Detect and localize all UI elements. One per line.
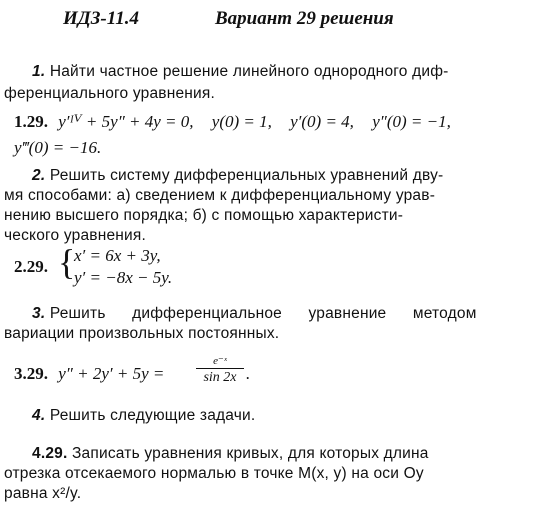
task-2-text-2: мя способами: а) сведением к дифференциальному урав- [4, 187, 436, 204]
problem-1-29-condition-1: y(0) = 1, [211, 112, 272, 131]
problem-2-29-eq-2 [74, 268, 172, 288]
problem-1-29-equation: y′ᴵⱽ + 5y″ + 4y = 0, [58, 112, 194, 131]
problem-4-29-text-1: Записать уравнения кривых, для которых длина [72, 445, 429, 462]
problem-2-29-eq-2-text: y′ = −8x − 5y. [74, 268, 173, 287]
problem-2-29-eq-1-text: x′ = 6x + 3y, [74, 246, 161, 265]
problem-1-29 [14, 112, 451, 132]
variant-title: Вариант 29 решения [215, 8, 394, 29]
fraction-bar [196, 368, 244, 369]
problem-4-29-line-1 [32, 444, 429, 463]
fraction-numerator: e⁻ˣ [213, 355, 227, 367]
task-2-number: 2. [32, 167, 46, 184]
task-4-text-1: Решить следующие задачи. [49, 407, 256, 424]
task-4-number: 4. [32, 407, 46, 424]
problem-4-29-text-3: равна x²/y. [4, 485, 82, 502]
problem-2-29-eq-1 [74, 246, 161, 266]
problem-3-29-number: 3.29. [14, 364, 48, 383]
problem-2-29-number: 2.29. [14, 257, 48, 276]
fraction-denominator: sin 2x [203, 370, 237, 385]
task-3-number: 3. [32, 305, 46, 322]
problem-3-29 [14, 364, 164, 384]
problem-1-29-condition-2: y′(0) = 4, [290, 112, 354, 131]
problem-2-29 [14, 257, 48, 277]
task-1-text-1: Найти частное решение линейного однородного диф- [49, 63, 449, 80]
task-2-text-4: ческого уравнения. [4, 227, 147, 244]
task-3-text-2: вариации произвольных постоянных. [4, 325, 280, 342]
problem-3-29-period: . [246, 364, 251, 383]
task-2-text-3: нению высшего порядка; б) с помощью характеристи- [4, 207, 404, 224]
task-2-text-1: Решить систему дифференциальных уравнений дву- [49, 167, 444, 184]
problem-4-29-text-2: отрезка отсекаемого нормалью в точке M(x, y) на оси Oy [4, 465, 424, 482]
task-1-line-1 [32, 62, 449, 81]
task-3-line-1 [32, 304, 477, 323]
task-3-text-1: Решить дифференциальное уравнение методом [49, 305, 477, 322]
problem-4-29-number: 4.29. [32, 445, 68, 462]
problem-1-29-condition-3: y″(0) = −1, [372, 112, 451, 131]
problem-3-29-fraction [196, 354, 244, 386]
document-title: ИДЗ-11.4 [63, 8, 139, 29]
system-brace: { [58, 242, 76, 282]
task-1-number: 1. [32, 63, 46, 80]
problem-3-29-tail [246, 364, 250, 384]
problem-1-29-number: 1.29. [14, 112, 48, 131]
problem-1-29-line-2 [14, 138, 101, 158]
task-2-line-1 [32, 166, 443, 185]
problem-3-29-lhs: y″ + 2y′ + 5y = [58, 364, 165, 383]
problem-1-29-condition-4: y‴(0) = −16. [14, 138, 102, 157]
task-4-line-1 [32, 406, 255, 425]
task-1-text-2: ференциального уравнения. [4, 85, 216, 102]
